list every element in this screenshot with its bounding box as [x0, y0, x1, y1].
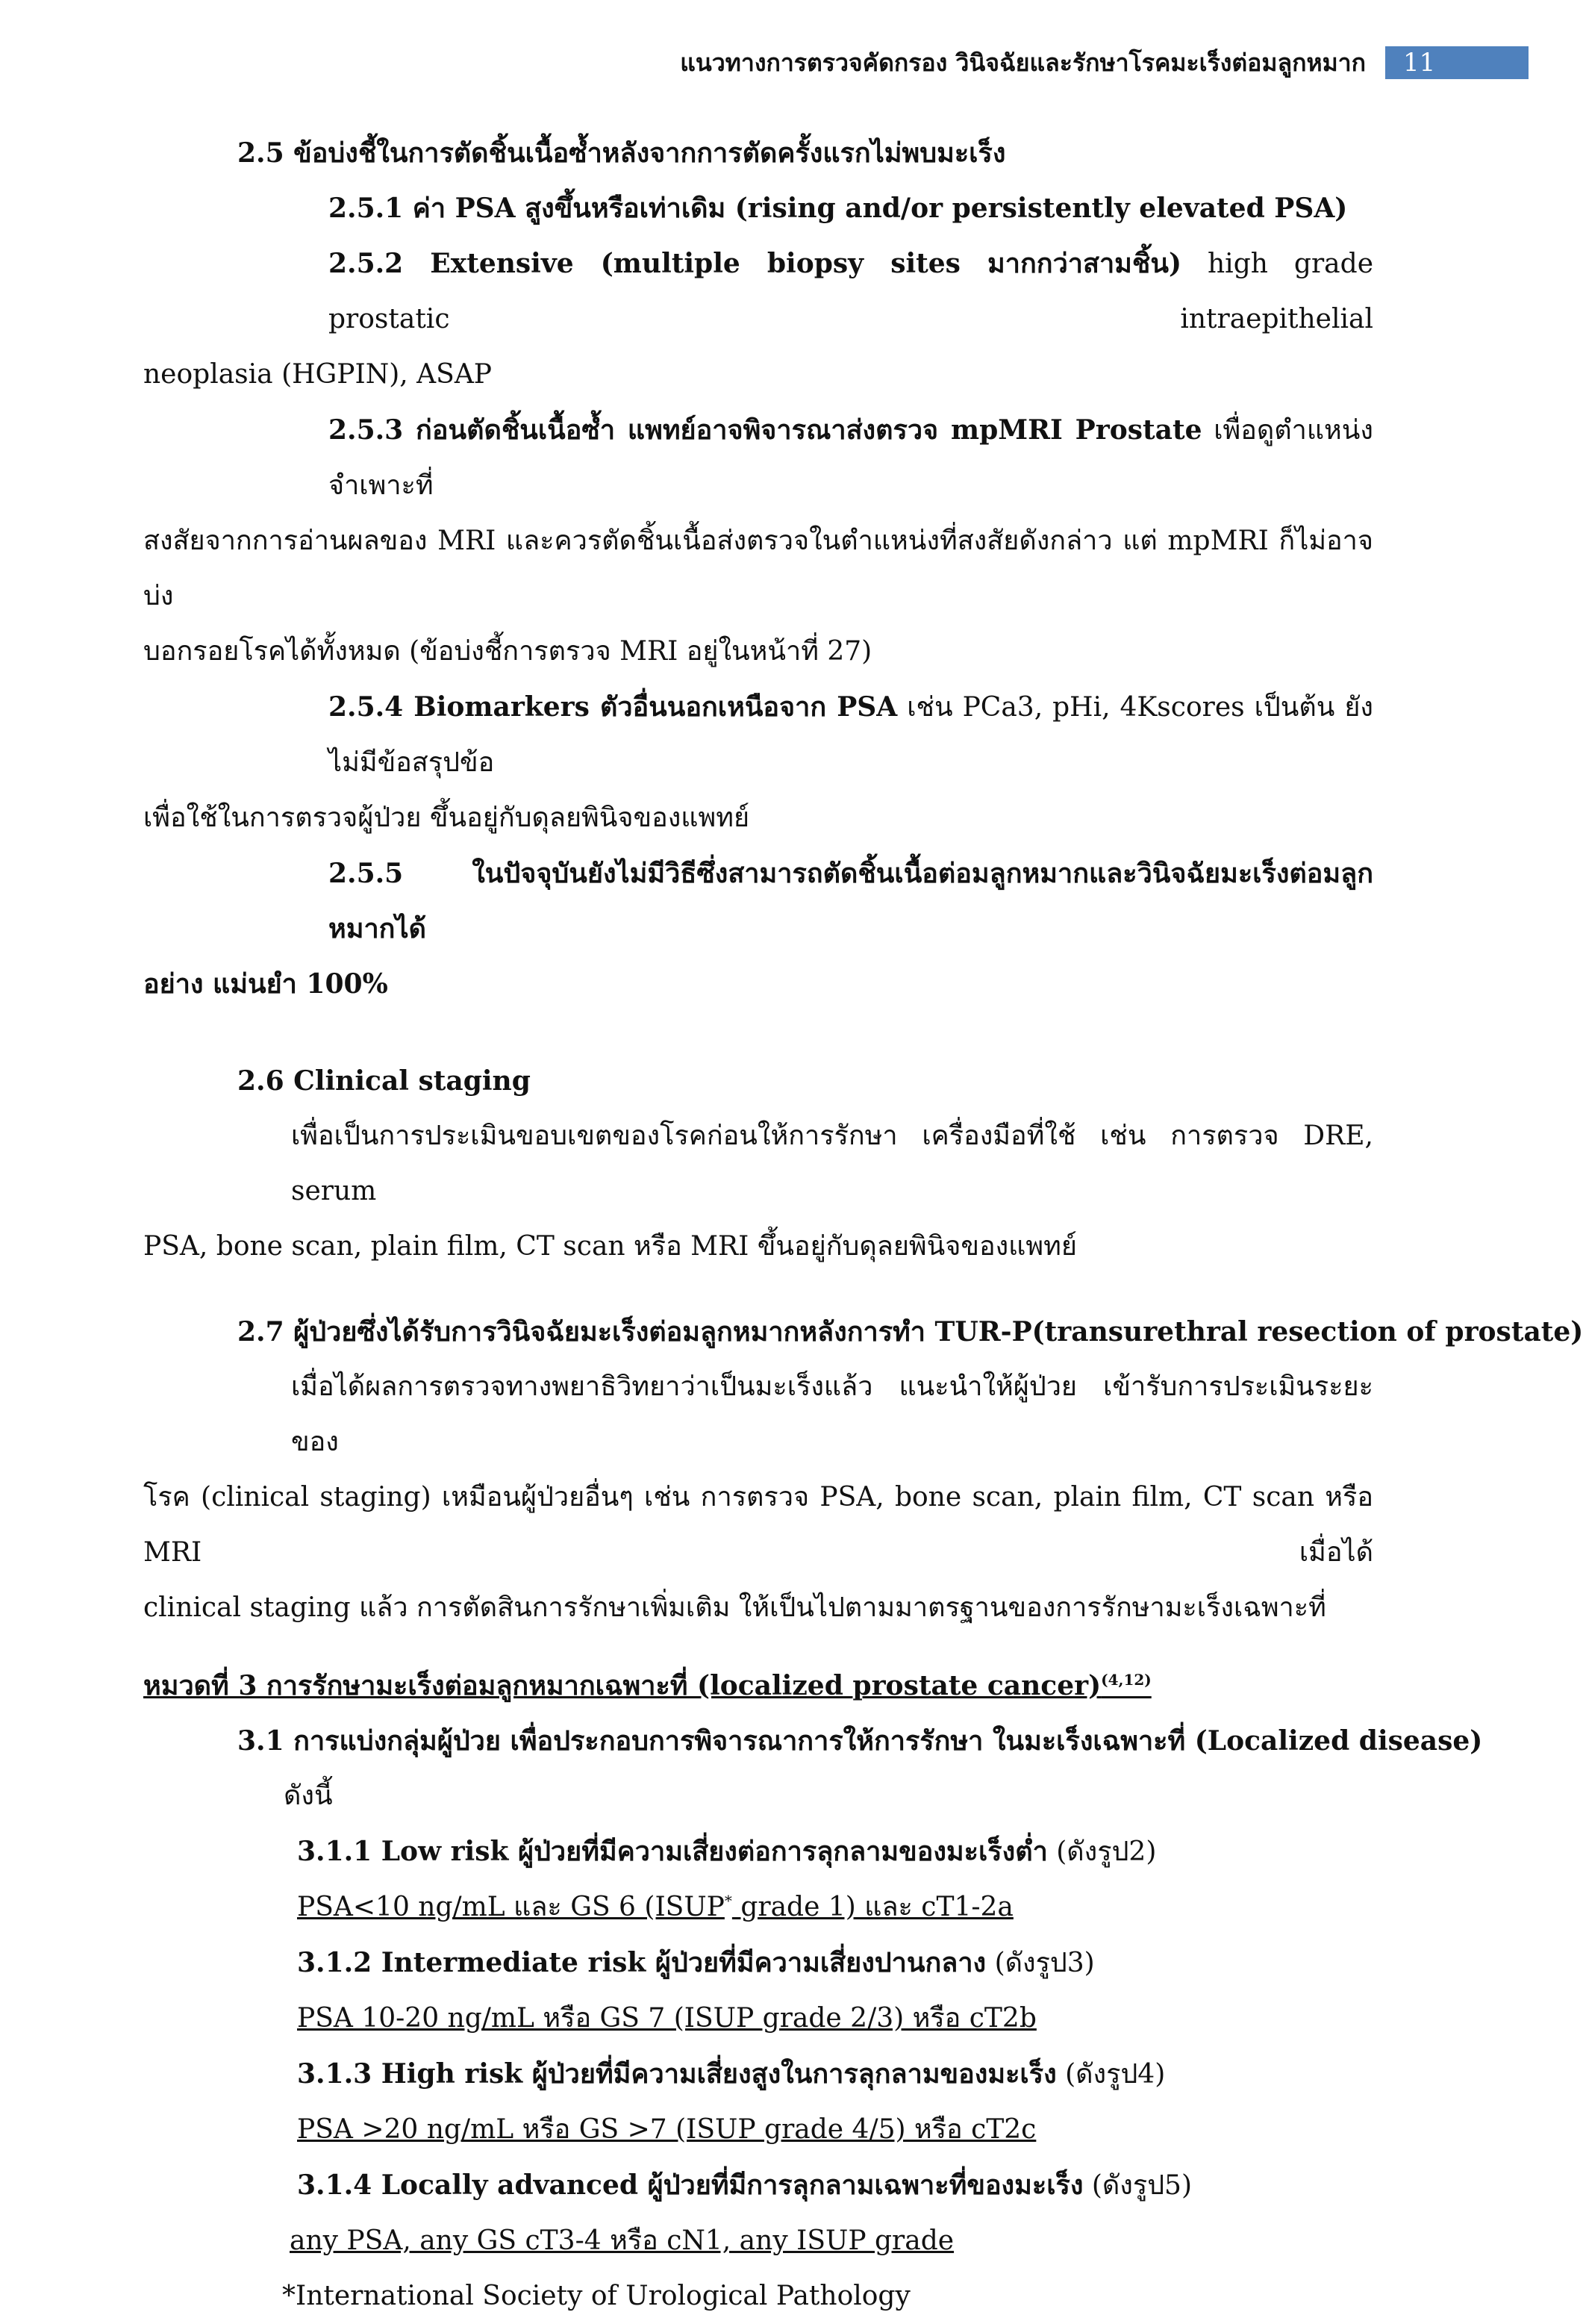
item-2-5-3-continued-2: บอกรอยโรคได้ทั้งหมด (ข้อบ่งชี้การตรวจ MRI อยู่ในหน้าที่ 27)	[143, 636, 872, 667]
risk-locally-advanced-figure-ref: (ดังรูป5)	[1083, 2170, 1193, 2201]
section-2-7-para-1: เมื่อได้ผลการตรวจทางพยาธิวิทยาว่าเป็นมะเร็งแล้ว แนะนำให้ผู้ป่วย เข้ารับการประเมินระยะของ	[291, 1371, 1373, 1457]
footnote: *International Society of Urological Pathology	[282, 2281, 911, 2311]
risk-low-criteria-star: *	[724, 1892, 732, 1910]
section-2-7-para-2: โรค (clinical staging) เหมือนผู้ป่วยอื่นๆ เช่น การตรวจ PSA, bone scan, plain film, CT scan หรือ MRI เมื่อได้	[143, 1482, 1373, 1568]
section-2-6-para-1: เพื่อเป็นการประเมินขอบเขตของโรคก่อนให้การรักษา เครื่องมือที่ใช้ เช่น การตรวจ DRE, serum	[291, 1121, 1373, 1206]
risk-low	[143, 1824, 1373, 1880]
item-2-5-3-bold: 2.5.3 ก่อนตัดชิ้นเนื้อซ้ำ แพทย์อาจพิจารณาส่งตรวจ mpMRI Prostate	[328, 414, 1202, 446]
risk-low-criteria-a: PSA<10 ng/mL และ GS 6 (ISUP	[297, 1892, 725, 1922]
risk-low-criteria-b: grade 1) และ cT1-2a	[731, 1892, 1014, 1922]
page-number-badge: 11	[1385, 46, 1529, 79]
section-2-7-heading: 2.7 ผู้ป่วยซึ่งได้รับการวินิจฉัยมะเร็งต่อมลูกหมากหลังการทำ TUR-P(transurethral resection of prostate)	[237, 1316, 1583, 1348]
risk-low-criteria	[143, 1880, 1373, 1935]
item-2-5-2-continued: neoplasia (HGPIN), ASAP	[143, 359, 493, 390]
item-2-5-5-continued: อย่าง แม่นยำ 100%	[143, 968, 388, 1000]
header-title: แนวทางการตรวจคัดกรอง วินิจฉัยและรักษาโรคมะเร็งต่อมลูกหมาก	[680, 48, 1366, 77]
section-2-5-heading: 2.5 ข้อบ่งชี้ในการตัดชิ้นเนื้อซ้ำหลังจากการตัดครั้งแรกไม่พบมะเร็ง	[237, 137, 1006, 169]
item-2-5-5: 2.5.5 ในปัจจุบันยังไม่มีวิธีซึ่งสามารถตัดชิ้นเนื้อต่อมลูกหมากและวินิจฉัยมะเร็งต่อมลูกหมากได้	[328, 858, 1373, 944]
risk-high-criteria	[143, 2102, 1373, 2158]
risk-locally-advanced-criteria-text: any PSA, any GS cT3-4 หรือ cN1, any ISUP grade	[290, 2225, 955, 2256]
item-2-5-4-continued: เพื่อใช้ในการตรวจผู้ป่วย ขึ้นอยู่กับดุลยพินิจของแพทย์	[143, 803, 750, 833]
risk-intermediate-bold: 3.1.2 Intermediate risk ผู้ป่วยที่มีความเสี่ยงปานกลาง	[297, 1947, 987, 1978]
risk-intermediate-criteria-text: PSA 10-20 ng/mL หรือ GS 7 (ISUP grade 2/3) หรือ cT2b	[297, 2003, 1037, 2034]
item-2-5-4-bold: 2.5.4 Biomarkers ตัวอื่นนอกเหนือจาก PSA	[328, 691, 898, 723]
item-2-5-4	[143, 679, 1373, 791]
item-2-5-2	[143, 236, 1373, 347]
risk-high-criteria-text: PSA >20 ng/mL หรือ GS >7 (ISUP grade 4/5) หรือ cT2c	[297, 2114, 1037, 2145]
item-2-5-4-text: เช่น PCa3, pHi, 4Kscores เป็นต้น ยังไม่มีข้อสรุปข้อ	[328, 692, 1373, 778]
page-body	[143, 125, 1583, 2324]
item-2-5-3-text: เพื่อดูตำแหน่งจำเพาะที่	[328, 415, 1373, 501]
risk-intermediate-criteria	[143, 1991, 1373, 2046]
section-3-1-continued: ดังนี้	[284, 1781, 333, 1811]
item-2-5-1: 2.5.1 ค่า PSA สูงขึ้นหรือเท่าเดิม (rising and/or persistently elevated PSA)	[328, 193, 1348, 224]
section-3-1-heading: 3.1 การแบ่งกลุ่มผู้ป่วย เพื่อประกอบการพิจารณาการให้การรักษา ในมะเร็งเฉพาะที่ (Localized disease)	[237, 1725, 1483, 1757]
risk-locally-advanced	[143, 2158, 1373, 2214]
section-2-6-heading: 2.6 Clinical staging	[237, 1065, 531, 1097]
risk-intermediate	[143, 1935, 1373, 1991]
item-2-5-3-continued-1: สงสัยจากการอ่านผลของ MRI และควรตัดชิ้นเนื้อส่งตรวจในตำแหน่งที่สงสัยดังกล่าว แต่ mpMRI ก็ไม่อาจบ่ง	[143, 526, 1373, 611]
chapter-3-reference: (4,12)	[1101, 1671, 1152, 1689]
risk-locally-advanced-criteria	[143, 2214, 1373, 2269]
risk-high-bold: 3.1.3 High risk ผู้ป่วยที่มีความเสี่ยงสูงในการลุกลามของมะเร็ง	[297, 2058, 1057, 2090]
risk-high	[143, 2046, 1373, 2102]
section-2-6-para-2: PSA, bone scan, plain film, CT scan หรือ MRI ขึ้นอยู่กับดุลยพินิจของแพทย์	[143, 1231, 1077, 1262]
item-2-5-2-text: high grade prostatic intraepithelial	[328, 249, 1373, 334]
risk-high-figure-ref: (ดังรูป4)	[1056, 2059, 1166, 2090]
page-header	[680, 46, 1529, 79]
item-2-5-3	[143, 402, 1373, 514]
section-2-7-para-3: clinical staging แล้ว การตัดสินการรักษาเพิ่มเติม ให้เป็นไปตามมาตรฐานของการรักษามะเร็งเฉพาะที่	[143, 1592, 1326, 1623]
item-2-5-2-bold: 2.5.2 Extensive (multiple biopsy sites มากกว่าสามชิ้น)	[328, 248, 1181, 279]
risk-low-bold: 3.1.1 Low risk ผู้ป่วยที่มีความเสี่ยงต่อการลุกลามของมะเร็งต่ำ	[297, 1836, 1048, 1867]
chapter-3-title: หมวดที่ 3 การรักษามะเร็งต่อมลูกหมากเฉพาะที่ (localized prostate cancer)	[143, 1670, 1102, 1701]
risk-low-figure-ref: (ดังรูป2)	[1047, 1837, 1157, 1867]
risk-intermediate-figure-ref: (ดังรูป3)	[986, 1948, 1095, 1978]
risk-locally-advanced-bold: 3.1.4 Locally advanced ผู้ป่วยที่มีการลุกลามเฉพาะที่ของมะเร็ง	[297, 2169, 1084, 2201]
chapter-3-heading	[143, 1658, 1373, 1713]
